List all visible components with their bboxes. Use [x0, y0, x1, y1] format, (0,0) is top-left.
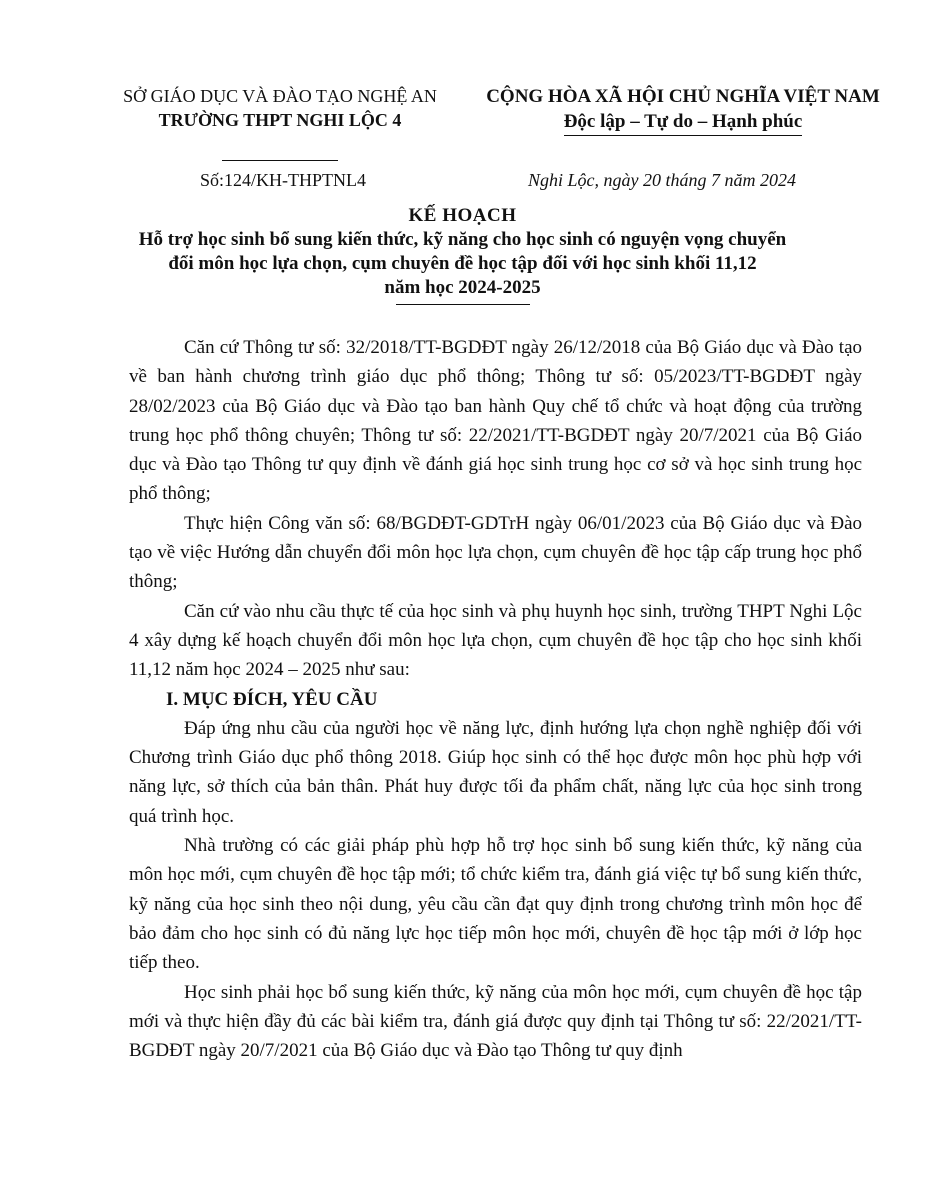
document-number: Số:124/KH-THPTNL4: [200, 170, 366, 190]
title-line-1: Hỗ trợ học sinh bổ sung kiến thức, kỹ năng cho học sinh có nguyện vọng chuyển: [138, 229, 787, 250]
issuer-divider: [222, 160, 338, 161]
national-motto: Độc lập – Tự do – Hạnh phúc: [564, 109, 803, 136]
country-name: CỘNG HÒA XÃ HỘI CHỦ NGHĨA VIỆT NAM: [486, 86, 880, 107]
title-line-2: đổi môn học lựa chọn, cụm chuyên đề học tập đối với học sinh khối 11,12: [168, 253, 757, 274]
paragraph-purpose-3: Học sinh phải học bổ sung kiến thức, kỹ năng của môn học mới, cụm chuyên đề học tập mới và thực hiện đầy đủ các bài kiểm tra, đánh giá được quy định tại Thông tư số: 22/2021/TT-BGDĐT ngày 20/7/2021 của Bộ Giáo dục và Đào tạo Thông tư quy định: [129, 981, 862, 1062]
issuer-block: [110, 84, 450, 161]
issuer-school: TRƯỜNG THPT NGHI LỘC 4: [158, 110, 402, 130]
title-divider: [396, 304, 530, 305]
title-main: KẾ HOẠCH: [408, 205, 517, 226]
national-heading: [468, 84, 898, 136]
paragraph-legal-basis-2: Thực hiện Công văn số: 68/BGDĐT-GDTrH ngày 06/01/2023 của Bộ Giáo dục và Đào tạo về việc Hướng dẫn chuyển đổi môn học lựa chọn, cụm chuyên đề học tập cấp trung học phổ thông;: [129, 512, 862, 593]
section-heading-purpose: I. MỤC ĐÍCH, YÊU CẦU: [166, 688, 378, 710]
paragraph-purpose-2: Nhà trường có các giải pháp phù hợp hỗ trợ học sinh bổ sung kiến thức, kỹ năng của môn học mới, cụm chuyên đề học tập mới; tổ chức kiểm tra, đánh giá việc tự bổ sung kiến thức, kỹ năng của học sinh theo nội dung, yêu cầu cần đạt quy định trong chương trình môn học để bảo đảm cho học sinh có đủ năng lực học tiếp môn học mới, chuyên đề học tập mới ở lớp học tiếp theo.: [129, 835, 862, 974]
issuer-org: SỞ GIÁO DỤC VÀ ĐÀO TẠO NGHỆ AN: [123, 86, 437, 106]
document-body: [129, 333, 862, 1065]
paragraph-purpose-1: Đáp ứng nhu cầu của người học về năng lực, định hướng lựa chọn nghề nghiệp đối với Chương trình Giáo dục phổ thông 2018. Giúp học sinh có thể học được môn học phù hợp với năng lực, sở thích của bản thân. Phát huy được tối đa phẩm chất, năng lực của học sinh trong quá trình học.: [129, 717, 862, 827]
date-line: Nghi Lộc, ngày 20 tháng 7 năm 2024: [528, 170, 796, 190]
paragraph-legal-basis-1: Căn cứ Thông tư số: 32/2018/TT-BGDĐT ngày 26/12/2018 của Bộ Giáo dục và Đào tạo về ban hành chương trình giáo dục phổ thông; Thông tư số: 05/2023/TT-BGDĐT ngày 28/02/2023 của Bộ Giáo dục và Đào tạo ban hành Quy chế tổ chức và hoạt động của trường trung học phổ thông chuyên; Thông tư số: 22/2021/TT-BGDĐT ngày 20/7/2021 của Bộ Giáo dục và Đào tạo Thông tư quy định về đánh giá học sinh trung học cơ sở và học sinh trung học phổ thông;: [129, 337, 862, 505]
title-line-3: năm học 2024-2025: [384, 277, 541, 298]
paragraph-legal-basis-3: Căn cứ vào nhu cầu thực tế của học sinh và phụ huynh học sinh, trường THPT Nghi Lộc 4 xây dựng kế hoạch chuyển đổi môn học lựa chọn, cụm chuyên đề học tập cho học sinh khối 11,12 năm học 2024 – 2025 như sau:: [129, 600, 862, 681]
document-title: [100, 204, 825, 305]
